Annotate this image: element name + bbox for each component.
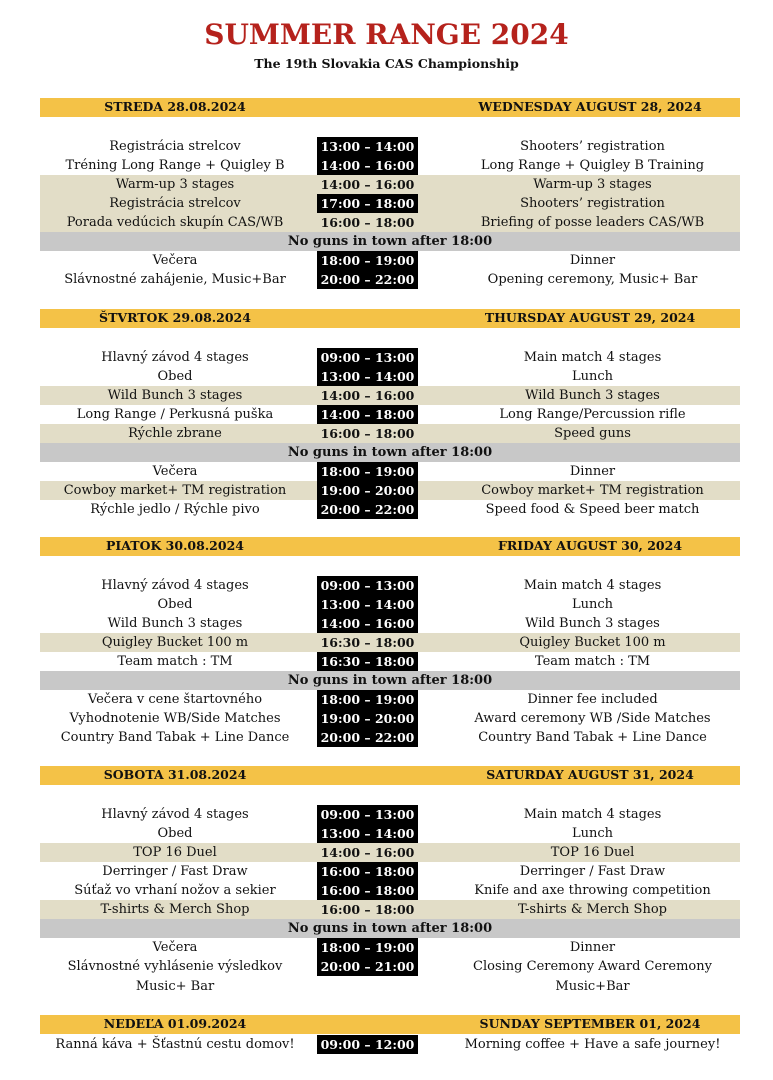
activity-en: Shooters’ registration: [520, 196, 665, 212]
page-title: SUMMER RANGE 2024: [204, 18, 569, 51]
schedule-row: [40, 576, 740, 595]
time-slot: 13:00 – 14:00: [317, 595, 418, 614]
activity-en: Long Range + Quigley B Training: [480, 158, 705, 174]
schedule-row: [40, 194, 740, 213]
schedule-row: [40, 500, 740, 519]
activity-en: Dinner fee included: [527, 692, 658, 708]
activity-en: T-shirts & Merch Shop: [518, 902, 667, 918]
activity-sk: Večera: [152, 464, 198, 480]
no-guns-banner: No guns in town after 18:00: [40, 232, 740, 251]
activity-sk: Večera: [152, 940, 198, 956]
activity-sk: Obed: [157, 597, 193, 612]
schedule-row: [40, 977, 740, 996]
day-header: [40, 537, 740, 556]
activity-sk: Wild Bunch 3 stages: [107, 388, 243, 404]
activity-en: Main match 4 stages: [523, 578, 662, 593]
time-slot: 09:00 – 13:00: [317, 805, 418, 824]
schedule-row: [40, 824, 740, 843]
day-title-en: WEDNESDAY AUGUST 28, 2024: [478, 99, 702, 114]
activity-sk: Obed: [157, 826, 193, 841]
activity-sk: T-shirts & Merch Shop: [100, 902, 250, 918]
schedule-row: [40, 938, 740, 957]
activity-sk: Wild Bunch 3 stages: [107, 616, 243, 632]
schedule-row: [40, 900, 740, 919]
schedule-row: [40, 881, 740, 900]
activity-sk: Večera v cene štartovného: [87, 692, 263, 708]
time-slot: 17:00 – 18:00: [317, 194, 418, 213]
activity-sk: Rýchle zbrane: [128, 426, 222, 442]
schedule-row: [40, 251, 740, 270]
activity-en: Main match 4 stages: [523, 807, 662, 822]
schedule-row: [40, 709, 740, 728]
activity-sk: Registrácia strelcov: [109, 196, 241, 212]
activity-en: Knife and axe throwing competition: [474, 883, 711, 899]
activity-sk: Hlavný závod 4 stages: [101, 350, 249, 365]
time-slot: 14:00 – 16:00: [317, 614, 418, 633]
schedule-row: [40, 462, 740, 481]
time-slot: 09:00 – 13:00: [317, 348, 418, 367]
no-guns-banner: No guns in town after 18:00: [40, 919, 740, 938]
day-title-en: FRIDAY AUGUST 30, 2024: [497, 538, 683, 553]
schedule-row: [40, 405, 740, 424]
activity-en: Lunch: [571, 369, 614, 385]
schedule-row: [40, 957, 740, 976]
activity-en: Dinner: [569, 253, 616, 269]
activity-en: Briefing of posse leaders CAS/WB: [480, 215, 705, 231]
schedule-row: [40, 862, 740, 881]
schedule-row: [40, 213, 740, 232]
time-slot: 13:00 – 14:00: [317, 137, 418, 156]
activity-en: Team match : TM: [534, 654, 651, 670]
schedule-row: [40, 424, 740, 443]
activity-en: Wild Bunch 3 stages: [525, 616, 660, 632]
activity-sk: Quigley Bucket 100 m: [101, 635, 249, 651]
activity-sk: Súťaž vo vrhaní nožov a sekier: [74, 883, 276, 899]
time-slot: 16:30 – 18:00: [320, 635, 415, 651]
time-slot: [317, 977, 418, 996]
activity-sk: TOP 16 Duel: [133, 845, 217, 861]
activity-sk: Slávnostné zahájenie, Music+Bar: [64, 272, 286, 288]
schedule-row: [40, 175, 740, 194]
time-slot: 20:00 – 22:00: [317, 728, 418, 747]
schedule-row: [40, 1035, 740, 1054]
time-slot: 20:00 – 22:00: [317, 270, 418, 289]
activity-sk: Music+ Bar: [135, 978, 215, 994]
day-title-en: THURSDAY AUGUST 29, 2024: [484, 310, 696, 325]
day-title-sk: PIATOK 30.08.2024: [106, 538, 244, 553]
day-title-en: SUNDAY SEPTEMBER 01, 2024: [479, 1016, 701, 1031]
activity-en: Long Range/Percussion rifle: [499, 407, 686, 423]
activity-en: Wild Bunch 3 stages: [525, 388, 660, 404]
schedule-row: [40, 386, 740, 405]
schedule-row: [40, 156, 740, 175]
schedule-row: [40, 690, 740, 709]
schedule-row: [40, 652, 740, 671]
day-title-en: SATURDAY AUGUST 31, 2024: [486, 767, 694, 782]
time-slot: 16:30 – 18:00: [317, 652, 418, 671]
activity-en: Quigley Bucket 100 m: [519, 635, 666, 651]
activity-en: Shooters’ registration: [520, 139, 665, 154]
time-slot: 18:00 – 19:00: [317, 938, 418, 957]
activity-sk: Hlavný závod 4 stages: [101, 578, 249, 593]
time-slot: 16:00 – 18:00: [317, 881, 418, 900]
activity-sk: Registrácia strelcov: [109, 139, 241, 154]
schedule-row: [40, 805, 740, 824]
time-slot: 14:00 – 18:00: [317, 405, 418, 424]
activity-en: Lunch: [571, 826, 614, 841]
activity-en: Cowboy market+ TM registration: [481, 483, 704, 499]
schedule-row: [40, 137, 740, 156]
activity-sk: Warm-up 3 stages: [115, 177, 235, 193]
activity-sk: Team match : TM: [117, 654, 233, 670]
activity-sk: Večera: [152, 253, 198, 269]
activity-en: Main match 4 stages: [523, 350, 662, 365]
time-slot: 16:00 – 18:00: [320, 215, 415, 231]
activity-sk: Vyhodnotenie WB/Side Matches: [69, 711, 281, 727]
activity-en: Derringer / Fast Draw: [519, 864, 666, 880]
day-title-sk: SOBOTA 31.08.2024: [103, 767, 247, 782]
time-slot: 13:00 – 14:00: [317, 824, 418, 843]
activity-sk: Tréning Long Range + Quigley B: [65, 158, 285, 174]
schedule-row: [40, 367, 740, 386]
day-header: [40, 1015, 740, 1034]
activity-en: Dinner: [569, 940, 616, 956]
schedule-row: [40, 595, 740, 614]
activity-en: Speed guns: [554, 426, 631, 442]
schedule-row: [40, 270, 740, 289]
time-slot: 14:00 – 16:00: [317, 156, 418, 175]
activity-sk: Derringer / Fast Draw: [102, 864, 248, 880]
activity-en: Warm-up 3 stages: [533, 177, 652, 193]
activity-sk: Rýchle jedlo / Rýchle pivo: [90, 502, 260, 518]
activity-en: Closing Ceremony Award Ceremony: [473, 959, 712, 975]
time-slot: 14:00 – 16:00: [320, 388, 415, 404]
no-guns-banner: No guns in town after 18:00: [40, 671, 740, 690]
page-subtitle: The 19th Slovakia CAS Championship: [254, 56, 519, 71]
activity-sk: Cowboy market+ TM registration: [63, 483, 287, 499]
activity-sk: Long Range / Perkusná puška: [76, 407, 274, 423]
schedule-row: [40, 481, 740, 500]
time-slot: 16:00 – 18:00: [320, 902, 415, 918]
time-slot: 18:00 – 19:00: [317, 690, 418, 709]
time-slot: 18:00 – 19:00: [317, 462, 418, 481]
activity-en: Speed food & Speed beer match: [485, 502, 700, 518]
activity-sk: Ranná káva + Šťastnú cestu domov!: [55, 1037, 295, 1052]
schedule-row: [40, 348, 740, 367]
activity-sk: Hlavný závod 4 stages: [101, 807, 249, 822]
time-slot: 19:00 – 20:00: [317, 481, 418, 500]
activity-en: Country Band Tabak + Line Dance: [478, 730, 707, 746]
day-title-sk: ŠTVRTOK 29.08.2024: [99, 310, 251, 325]
day-title-sk: STREDA 28.08.2024: [104, 99, 246, 114]
time-slot: 16:00 – 18:00: [320, 426, 415, 442]
activity-en: Music+Bar: [555, 978, 630, 994]
day-title-sk: NEDEĽA 01.09.2024: [103, 1016, 247, 1031]
schedule-row: [40, 614, 740, 633]
activity-en: Lunch: [571, 597, 614, 612]
time-slot: 18:00 – 19:00: [317, 251, 418, 270]
time-slot: 20:00 – 21:00: [317, 957, 418, 976]
time-slot: 09:00 – 12:00: [317, 1035, 418, 1054]
activity-sk: Obed: [157, 369, 193, 385]
time-slot: 19:00 – 20:00: [317, 709, 418, 728]
time-slot: 20:00 – 22:00: [317, 500, 418, 519]
time-slot: 14:00 – 16:00: [320, 845, 415, 861]
day-header: [40, 766, 740, 785]
schedule-row: [40, 633, 740, 652]
day-header: [40, 309, 740, 328]
no-guns-banner: No guns in town after 18:00: [40, 443, 740, 462]
activity-sk: Slávnostné vyhlásenie výsledkov: [67, 959, 283, 975]
time-slot: 16:00 – 18:00: [317, 862, 418, 881]
activity-sk: Country Band Tabak + Line Dance: [60, 730, 290, 746]
activity-en: Award ceremony WB /Side Matches: [474, 711, 711, 727]
time-slot: 14:00 – 16:00: [320, 177, 415, 193]
activity-en: Opening ceremony, Music+ Bar: [487, 272, 698, 288]
activity-en: Dinner: [569, 464, 616, 480]
activity-en: Morning coffee + Have a safe journey!: [464, 1037, 721, 1052]
activity-sk: Porada vedúcich skupín CAS/WB: [66, 215, 284, 231]
schedule-row: [40, 843, 740, 862]
time-slot: 13:00 – 14:00: [317, 367, 418, 386]
day-header: [40, 98, 740, 117]
activity-en: TOP 16 Duel: [550, 845, 635, 861]
time-slot: 09:00 – 13:00: [317, 576, 418, 595]
schedule-row: [40, 728, 740, 747]
